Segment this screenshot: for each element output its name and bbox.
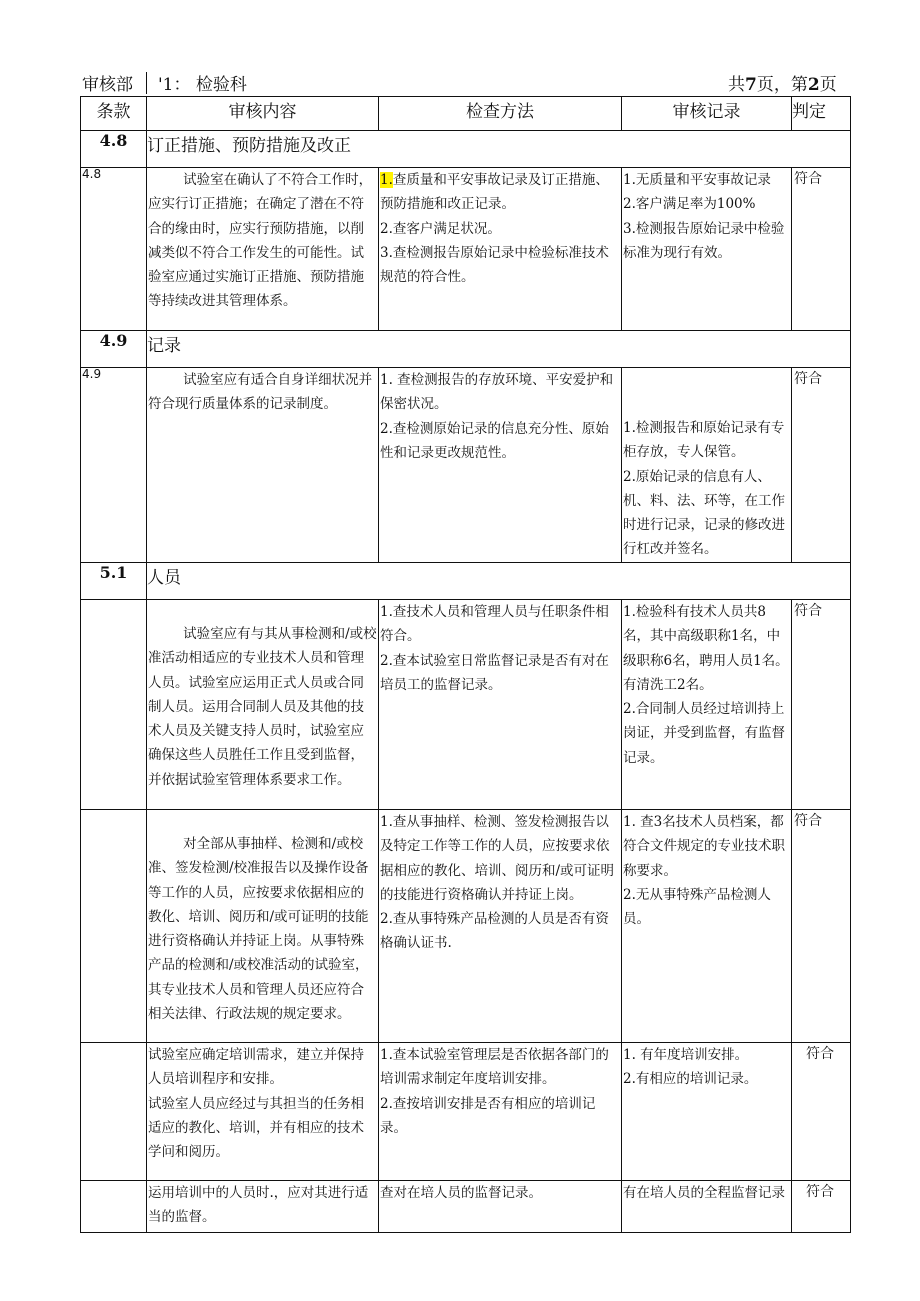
clause-cell: [81, 810, 147, 1043]
section-number: 4.8: [81, 131, 147, 168]
clause-cell: [81, 600, 147, 810]
judgment-cell: 符合: [792, 168, 851, 331]
col-header-method: 检查方法: [379, 97, 622, 131]
auditee-value: '1： 检验科: [158, 75, 247, 95]
section-number: 5.1: [81, 563, 147, 600]
section-title: 记录: [147, 331, 851, 368]
col-header-content: 审核内容: [147, 97, 379, 131]
content-cell: 试验室在确认了不符合工作时，应实行订正措施；在确定了潜在不符合的缘由时，应实行预防措施，以削减类似不符合工作发生的可能性。试验室应通过实施订正措施、预防措施等持续改进其管理体系。: [147, 168, 379, 331]
auditee-label: 审核部: [82, 75, 133, 95]
content-cell: 试验室应有适合自身详细状况并符合现行质量体系的记录制度。: [147, 368, 379, 563]
section-title: 人员: [147, 563, 851, 600]
table-row: [81, 1043, 851, 1181]
record-cell: 1.无质量和平安事故记录 2.客户满足率为100% 3.检测报告原始记录中检验标准为现行有效。: [622, 168, 792, 331]
section-number: 4.9: [81, 331, 147, 368]
section-header-row: [81, 131, 851, 168]
judgment-cell: 符合: [792, 810, 851, 1043]
judgment-cell: 符合: [792, 1181, 851, 1233]
clause-cell: [81, 1181, 147, 1233]
col-header-clause: 条款: [81, 97, 147, 131]
judgment-cell: 符合: [792, 1043, 851, 1181]
method-cell: 1. 查检测报告的存放环境、平安爱护和保密状况。 2.查检测原始记录的信息充分性、原始性和记录更改规范性。: [379, 368, 622, 563]
table-row: [81, 600, 851, 810]
section-header-row: [81, 563, 851, 600]
record-cell: 1. 有年度培训安排。 2.有相应的培训记录。: [622, 1043, 792, 1181]
audit-table: [80, 96, 851, 1233]
method-cell: 1.查质量和平安事故记录及订正措施、预防措施和改正记录。 2.查客户满足状况。 3.查检测报告原始记录中检验标准技术规范的符合性。: [379, 168, 622, 331]
col-header-judgment: 判定: [792, 97, 851, 131]
content-cell: 对全部从事抽样、检测和/或校准、签发检测/校准报告以及操作设备等工作的人员，应按要求依据相应的教化、培训、阅历和/或可证明的技能进行资格确认并持证上岗。从事特殊产品的检测和/或校准活动的试验室，其专业技术人员和管理人员还应符合相关法律、行政法规的规定要求。: [147, 810, 379, 1043]
method-cell: 1.查技术人员和管理人员与任职条件相符合。 2.查本试验室日常监督记录是否有对在培员工的监督记录。: [379, 600, 622, 810]
record-cell: 1.检测报告和原始记录有专柜存放，专人保管。 2.原始记录的信息有人、机、料、法、环等，在工作时进行记录，记录的修改进行杠改并签名。: [622, 368, 792, 563]
method-cell: 查对在培人员的监督记录。: [379, 1181, 622, 1233]
section-title: 订正措施、预防措施及改正: [147, 131, 851, 168]
section-header-row: [81, 331, 851, 368]
col-header-record: 审核记录: [622, 97, 792, 131]
record-cell: 有在培人员的全程监督记录: [622, 1181, 792, 1233]
clause-cell: [81, 1043, 147, 1181]
clause-cell: 4.9: [81, 368, 147, 563]
table-row: [81, 810, 851, 1043]
table-row: [81, 368, 851, 563]
content-cell: 运用培训中的人员时.，应对其进行适当的监督。: [147, 1181, 379, 1233]
content-cell: 试验室应确定培训需求，建立并保持人员培训程序和安排。 试验室人员应经过与其担当的任务相适应的教化、培训，并有相应的技术学问和阅历。: [147, 1043, 379, 1181]
judgment-cell: 符合: [792, 368, 851, 563]
header-divider: [146, 72, 147, 94]
table-header-row: [81, 97, 851, 131]
table-row: [81, 1181, 851, 1233]
record-cell: 1. 查3名技术人员档案，都符合文件规定的专业技术职称要求。 2.无从事特殊产品检测人员。: [622, 810, 792, 1043]
highlight-mark: 1.: [380, 172, 393, 188]
method-cell: 1.查从事抽样、检测、签发检测报告以及特定工作等工作的人员，应按要求依据相应的教化、培训、阅历和/或可证明的技能进行资格确认并持证上岗。 2.查从事特殊产品检测的人员是否有资格确认证书.: [379, 810, 622, 1043]
clause-cell: 4.8: [81, 168, 147, 331]
table-row: [81, 168, 851, 331]
judgment-cell: 符合: [792, 600, 851, 810]
page-info: 共7页，第2页: [728, 75, 837, 95]
record-cell: 1.检验科有技术人员共8名，其中高级职称1名，中级职称6名，聘用人员1名。有清洗工2名。 2.合同制人员经过培训持上岗证，并受到监督，有监督记录。: [622, 600, 792, 810]
method-cell: 1.查本试验室管理层是否依据各部门的培训需求制定年度培训安排。 2.查按培训安排是否有相应的培训记录。: [379, 1043, 622, 1181]
content-cell: 试验室应有与其从事检测和/或校准活动相适应的专业技术人员和管理人员。试验室应运用正式人员或合同制人员。运用合同制人员及其他的技术人员及关键支持人员时，试验室应确保这些人员胜任工作且受到监督，并依据试验室管理体系要求工作。: [147, 600, 379, 810]
